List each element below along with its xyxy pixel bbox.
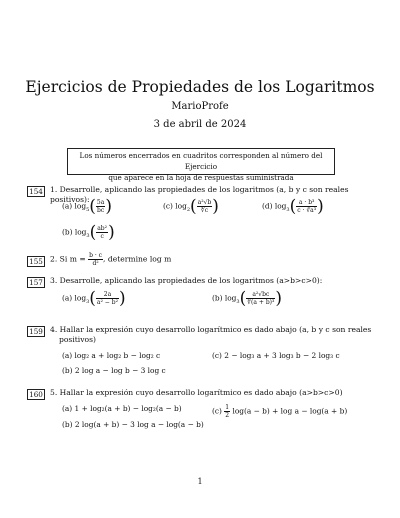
fraction: $\frac{\text{ab²}}{c}$ bbox=[97, 225, 108, 240]
exercise-item bbox=[62, 351, 160, 361]
page-number: 1 bbox=[197, 477, 203, 486]
item-expression: log₂ a + log₂ b − log₂ c bbox=[74, 351, 161, 360]
item-label: (b) bbox=[62, 366, 73, 375]
notice-line-2: que aparece en la hoja de respuestas suministrada bbox=[108, 173, 294, 182]
item-expression: 2 − log₃ a + 3 log₃ b − 2 log₃ c bbox=[224, 351, 340, 360]
item-label: (a) bbox=[62, 351, 73, 360]
item-label: (b) bbox=[212, 293, 223, 303]
log-base: 3 bbox=[86, 232, 90, 239]
exercise-statement: 2. Si m = $\frac{b \cdot c}{\text{d²}}$ , determine log m bbox=[50, 252, 172, 267]
item-expression: 2 log a − log b − 3 log c bbox=[74, 366, 166, 375]
fraction: $\frac{\text{a · b³}}{\text{c · ∛a³}}$ bbox=[297, 199, 317, 214]
item-label: (a) bbox=[62, 201, 73, 211]
item-label: (a) bbox=[62, 404, 73, 413]
notice-box bbox=[67, 148, 335, 182]
log-base: 2 bbox=[186, 206, 190, 213]
exercise-item: (b) $\log_3$( $\frac{\text{a²√bc}}{\text{∜(a + b)³}}$ ) bbox=[212, 288, 283, 309]
fraction: $\frac{5a}{bc}$ bbox=[96, 199, 105, 214]
fraction: $\frac{\text{a²√bc}}{\text{∜(a + b)³}}$ bbox=[247, 291, 275, 306]
item-label: (c) bbox=[163, 201, 173, 211]
exercise-item: (d) $\log_3$( $\frac{\text{a · b³}}{\text{c · ∛a³}}$ ) bbox=[262, 196, 324, 217]
document-title: Ejercicios de Propiedades de los Logaritmos bbox=[25, 78, 375, 96]
log-base: 5 bbox=[86, 206, 90, 213]
item-label: (b) bbox=[62, 420, 73, 429]
exercise-number-box: 160 bbox=[27, 389, 45, 400]
exercise-statement: 3. Desarrolle, aplicando las propiedades de los logaritmos (a>b>c>0): bbox=[50, 276, 323, 285]
exercise-item bbox=[212, 351, 340, 361]
exercise-item bbox=[62, 404, 182, 414]
exercise-statement: 1. Desarrolle, aplicando las propiedades de los logaritmos (a, b y c son reales positivos): bbox=[50, 185, 349, 204]
exercise-item: (b) $\log_3$( $\frac{\text{ab²}}{c}$ ) bbox=[62, 222, 115, 243]
fraction: $\frac{\text{a²√b}}{∜c}$ bbox=[197, 199, 212, 214]
exercise-statement: 4. Hallar la expresión cuyo desarrollo logarítmico es dado abajo (a, b y c son reales positivos) bbox=[50, 325, 372, 344]
exercise-number-box: 159 bbox=[27, 326, 45, 337]
notice-line-1: Los números encerrados en cuadritos corresponden al número del Ejercicio bbox=[79, 151, 323, 171]
item-label: (a) bbox=[62, 293, 73, 303]
exercise-item: (a) $\log_5$( $\frac{5a}{bc}$ ) bbox=[62, 196, 112, 217]
document-author: MarioProfe bbox=[171, 101, 229, 112]
exercise-number-box: 155 bbox=[27, 256, 45, 267]
exercise-item bbox=[62, 366, 166, 376]
fraction: $\frac{b \cdot c}{\text{d²}}$ bbox=[89, 252, 103, 267]
exercise-number-box: 157 bbox=[27, 277, 45, 288]
item-expression: 1 + log₂(a + b) − log₂(a − b) bbox=[74, 404, 182, 413]
fraction: $\frac{2a}{\text{a² − b²}}$ bbox=[96, 291, 118, 306]
item-label: (b) bbox=[62, 227, 73, 237]
exercise-item bbox=[62, 420, 204, 430]
exercise-item bbox=[212, 404, 347, 419]
exercise-item: (c) $\log_2$( $\frac{\text{a²√b}}{∜c}$ ) bbox=[163, 196, 219, 217]
item-expression: log(a − b) + log a − log(a + b) bbox=[232, 406, 348, 416]
document-date: 3 de abril de 2024 bbox=[153, 119, 247, 130]
item-expression: 2 log(a + b) − 3 log a − log(a − b) bbox=[74, 420, 204, 429]
log-base: 3 bbox=[236, 298, 240, 305]
log-base: 3 bbox=[286, 206, 290, 213]
fraction: $\frac{1}{2}$ bbox=[225, 404, 230, 419]
log-base: 3 bbox=[86, 298, 90, 305]
exercise-number-box: 154 bbox=[27, 186, 45, 197]
item-label: (c) bbox=[212, 406, 222, 416]
exercise-statement: 5. Hallar la expresión cuyo desarrollo logarítmico es dado abajo (a>b>c>0) bbox=[50, 388, 343, 397]
item-label: (c) bbox=[212, 351, 222, 360]
exercise-item: (a) $\log_3$( $\frac{2a}{\text{a² − b²}}$ ) bbox=[62, 288, 126, 309]
item-label: (d) bbox=[262, 201, 273, 211]
